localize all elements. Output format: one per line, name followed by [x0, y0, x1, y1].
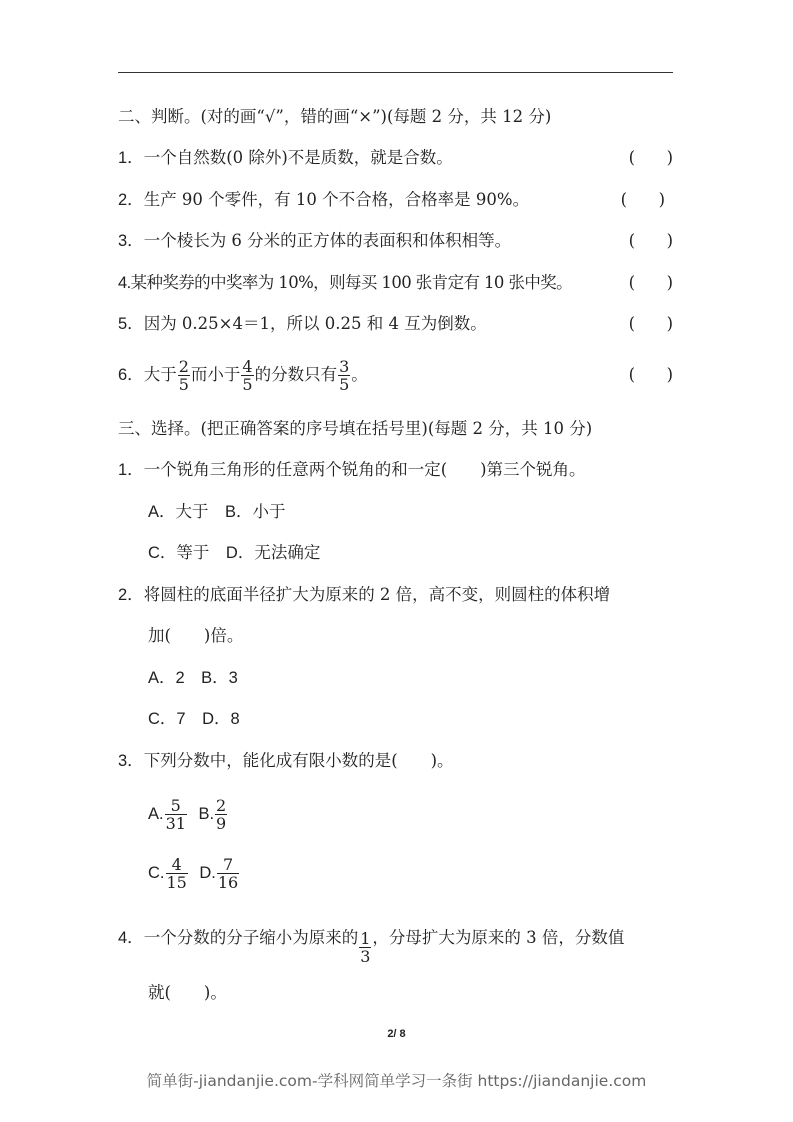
fraction: $\frac{4}{15}$ — [166, 855, 187, 892]
choice-q1: 1．一个锐角三角形的任意两个锐角的和一定( )第三个锐角。 — [118, 460, 586, 479]
answer-blank-5[interactable]: ( ) — [628, 314, 673, 333]
choice-q2-cont: 加( )倍。 — [148, 626, 244, 645]
judge-item-4: 4.某种奖券的中奖率为 10%，则每买 100 张肯定有 10 张中奖。 — [118, 273, 573, 292]
fraction: $\frac{5}{31}$ — [165, 796, 186, 833]
answer-blank-2[interactable]: ( ) — [620, 190, 665, 209]
choice-q2-options-cd: C．7 D．8 — [148, 710, 240, 728]
fraction: $\frac{7}{16}$ — [217, 855, 239, 892]
answer-blank-1[interactable]: ( ) — [628, 148, 673, 167]
answer-blank-6[interactable]: ( ) — [628, 365, 673, 384]
choice-q4: 4．一个分数的分子缩小为原来的 $\frac{1}{3}$ ，分母扩大为原来的 3 倍，分数值 — [118, 928, 625, 966]
choice-q2-options-ab: A．2 B．3 — [148, 669, 238, 687]
footer-watermark: 简单街-jiandanjie.com-学科网简单学习一条街 https://jiandanjie.com — [146, 1072, 647, 1090]
judge-item-3: 3．一个棱长为 6 分米的正方体的表面积和体积相等。 — [118, 231, 512, 250]
choice-q1-options-cd: C．等于 D．无法确定 — [148, 544, 321, 562]
choice-q3-options-cd: C. $\frac{4}{15}$ D. $\frac{7}{16}$ — [148, 855, 239, 892]
judge-item-2: 2．生产 90 个零件，有 10 个不合格，合格率是 90%。 — [118, 190, 530, 209]
choice-q3: 3．下列分数中，能化成有限小数的是( )。 — [118, 751, 454, 770]
fraction: $\frac{3}{5}$ — [339, 357, 350, 394]
judge-item-1: 1．一个自然数(0 除外)不是质数，就是合数。 — [118, 148, 453, 167]
header-rule — [118, 72, 673, 73]
judge-item-6: 6．大于 $\frac{2}{5}$ 而小于 $\frac{4}{5}$ 的分数只有 $\frac{3}{5}$ 。 — [118, 357, 368, 394]
section3-title: 三、选择。(把正确答案的序号填在括号里)(每题 2 分，共 10 分) — [118, 419, 593, 438]
answer-blank-3[interactable]: ( ) — [628, 231, 673, 250]
section2-title: 二、判断。(对的画“√”，错的画“×”)(每题 2 分，共 12 分) — [118, 107, 552, 126]
choice-q1-options-ab: A．大于 B．小于 — [148, 503, 286, 521]
page-number: 2/ 8 — [387, 1028, 406, 1040]
fraction: $\frac{2}{5}$ — [178, 357, 189, 394]
choice-q3-options-ab: A. $\frac{5}{31}$ B. $\frac{2}{9}$ — [148, 796, 227, 833]
choice-q4-cont: 就( )。 — [148, 983, 227, 1002]
fraction: $\frac{2}{9}$ — [216, 796, 227, 833]
answer-blank-4[interactable]: ( ) — [628, 273, 673, 292]
judge-item-5: 5．因为 0.25×4＝1，所以 0.25 和 4 互为倒数。 — [118, 314, 487, 333]
fraction: $\frac{1}{3}$ — [360, 929, 371, 966]
choice-q2: 2．将圆柱的底面半径扩大为原来的 2 倍，高不变，则圆柱的体积增 — [118, 585, 611, 604]
fraction: $\frac{4}{5}$ — [242, 357, 253, 394]
